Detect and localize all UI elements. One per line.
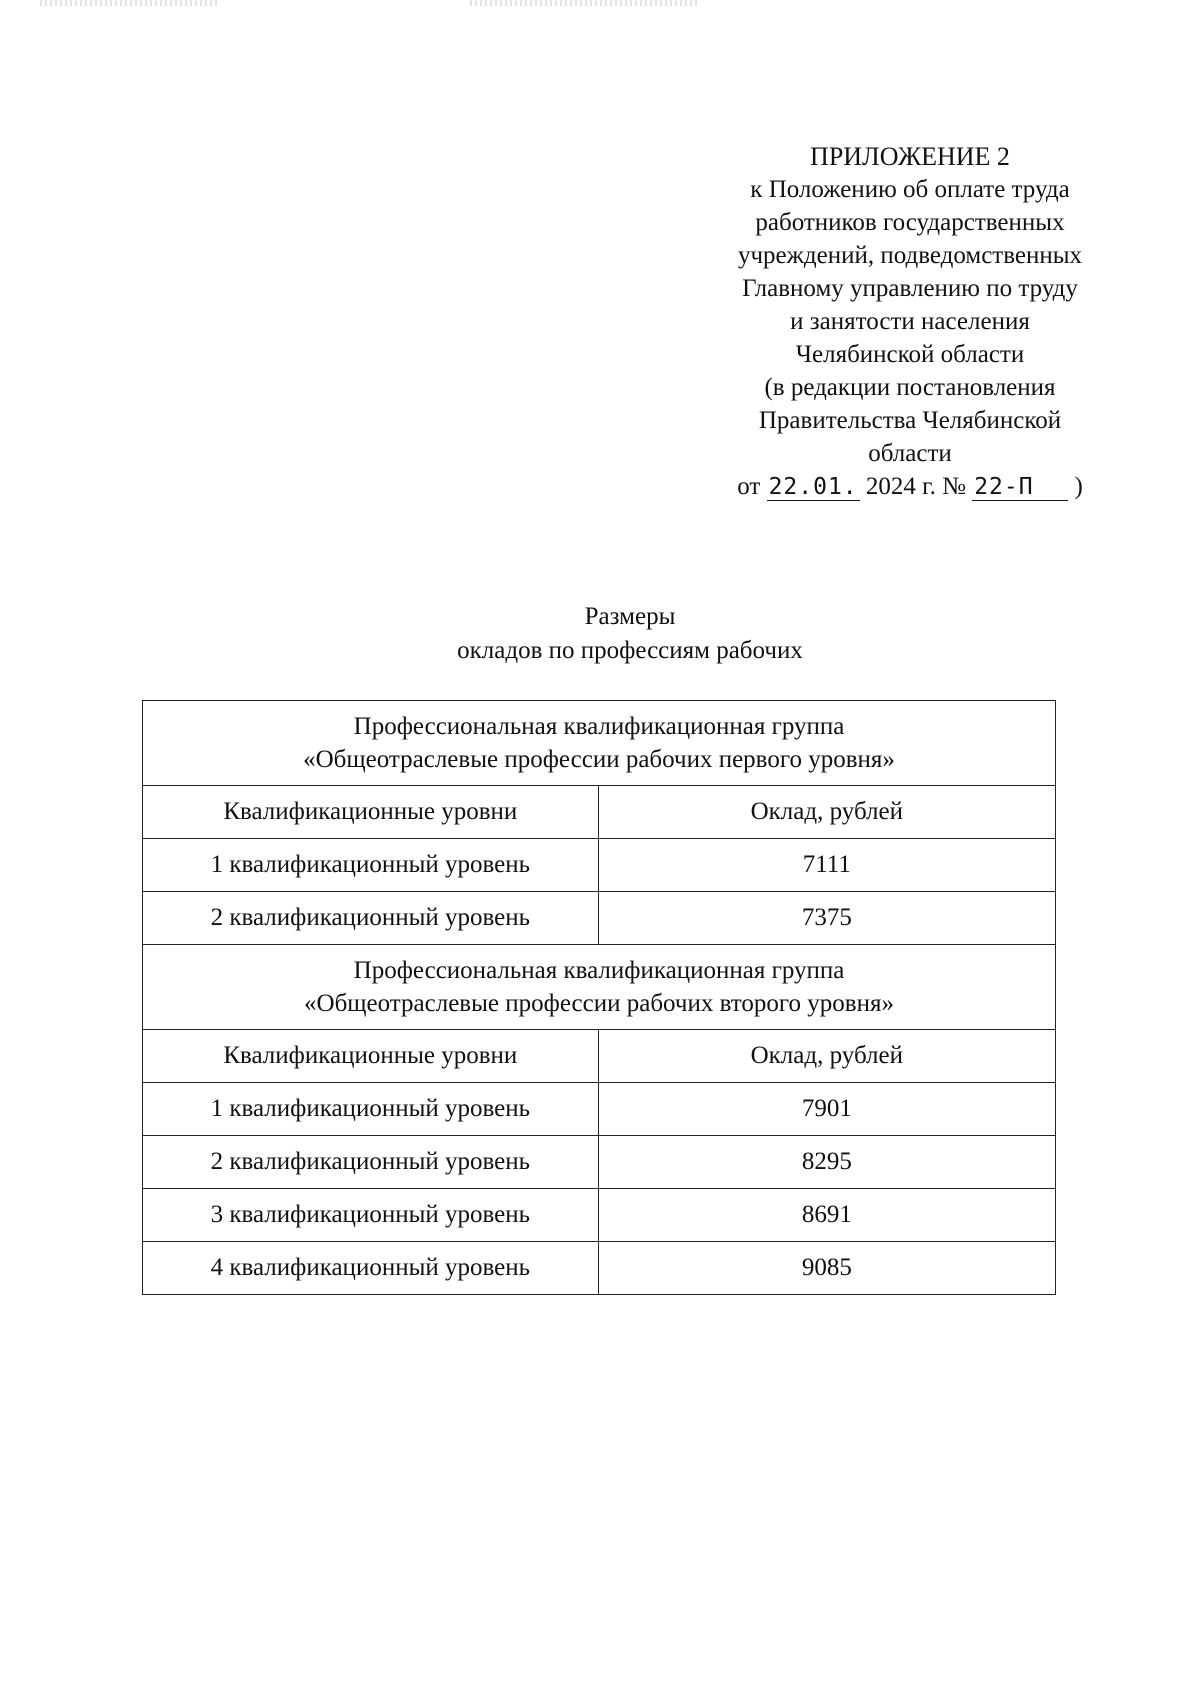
level-cell: 1 квалификационный уровень [143, 839, 599, 892]
level-cell: 1 квалификационный уровень [143, 1083, 599, 1136]
appendix-line: Главному управлению по труду [742, 275, 1078, 302]
appendix-line: работников государственных [755, 209, 1065, 236]
group-title-row [143, 945, 1056, 1030]
level-cell: 3 квалификационный уровень [143, 1189, 599, 1242]
appendix-title: ПРИЛОЖЕНИЕ 2 [810, 142, 1010, 171]
resolution-date: 22.01. [768, 474, 858, 500]
column-header-salary: Оклад, рублей [598, 786, 1055, 839]
table-row [143, 1189, 1056, 1242]
document-title [330, 600, 930, 668]
appendix-line: учреждений, подведомственных [737, 242, 1083, 269]
group-title-line: Профессиональная квалификационная группа [353, 957, 845, 984]
level-cell: 2 квалификационный уровень [143, 892, 599, 945]
resolution-date-line [700, 470, 1120, 503]
scan-artifact [470, 0, 700, 6]
salary-cell: 8295 [598, 1136, 1055, 1189]
table-row [143, 1136, 1056, 1189]
resolution-number: 22-П [972, 474, 1068, 501]
group-title-cell [143, 945, 1056, 1030]
group-title-row [143, 701, 1056, 786]
document-title-line: Размеры [584, 603, 676, 630]
group-title-line: Профессиональная квалификационная группа [353, 713, 845, 740]
appendix-line: (в редакции постановления [764, 374, 1056, 401]
table-row [143, 1242, 1056, 1295]
salary-cell: 7375 [598, 892, 1055, 945]
document-title-line: окладов по профессиям рабочих [457, 637, 803, 664]
salary-cell: 9085 [598, 1242, 1055, 1295]
date-prefix: от [737, 473, 761, 500]
column-header-level: Квалификационные уровни [143, 1030, 599, 1083]
salary-cell: 7111 [598, 839, 1055, 892]
table-row [143, 1083, 1056, 1136]
table-header-row [143, 1030, 1056, 1083]
salary-cell: 8691 [598, 1189, 1055, 1242]
appendix-line: области [868, 440, 952, 467]
date-year-number-label: 2024 г. № [865, 473, 966, 500]
appendix-block [700, 140, 1120, 503]
column-header-level: Квалификационные уровни [143, 786, 599, 839]
scan-artifact [40, 0, 220, 6]
appendix-line: к Положению об оплате труда [750, 176, 1070, 203]
appendix-line: Челябинской области [795, 341, 1025, 368]
column-header-salary: Оклад, рублей [598, 1030, 1055, 1083]
salary-cell: 7901 [598, 1083, 1055, 1136]
salary-table [142, 700, 1056, 1295]
table-header-row [143, 786, 1056, 839]
group-title-line: «Общеотраслевые профессии рабочих первого уровня» [303, 746, 895, 773]
group-title-line: «Общеотраслевые профессии рабочих второго уровня» [304, 990, 894, 1017]
table-row [143, 892, 1056, 945]
level-cell: 4 квалификационный уровень [143, 1242, 599, 1295]
appendix-line: Правительства Челябинской [758, 407, 1062, 434]
level-cell: 2 квалификационный уровень [143, 1136, 599, 1189]
date-suffix: ) [1074, 473, 1083, 500]
group-title-cell [143, 701, 1056, 786]
appendix-line: и занятости населения [790, 308, 1030, 335]
table-row [143, 839, 1056, 892]
